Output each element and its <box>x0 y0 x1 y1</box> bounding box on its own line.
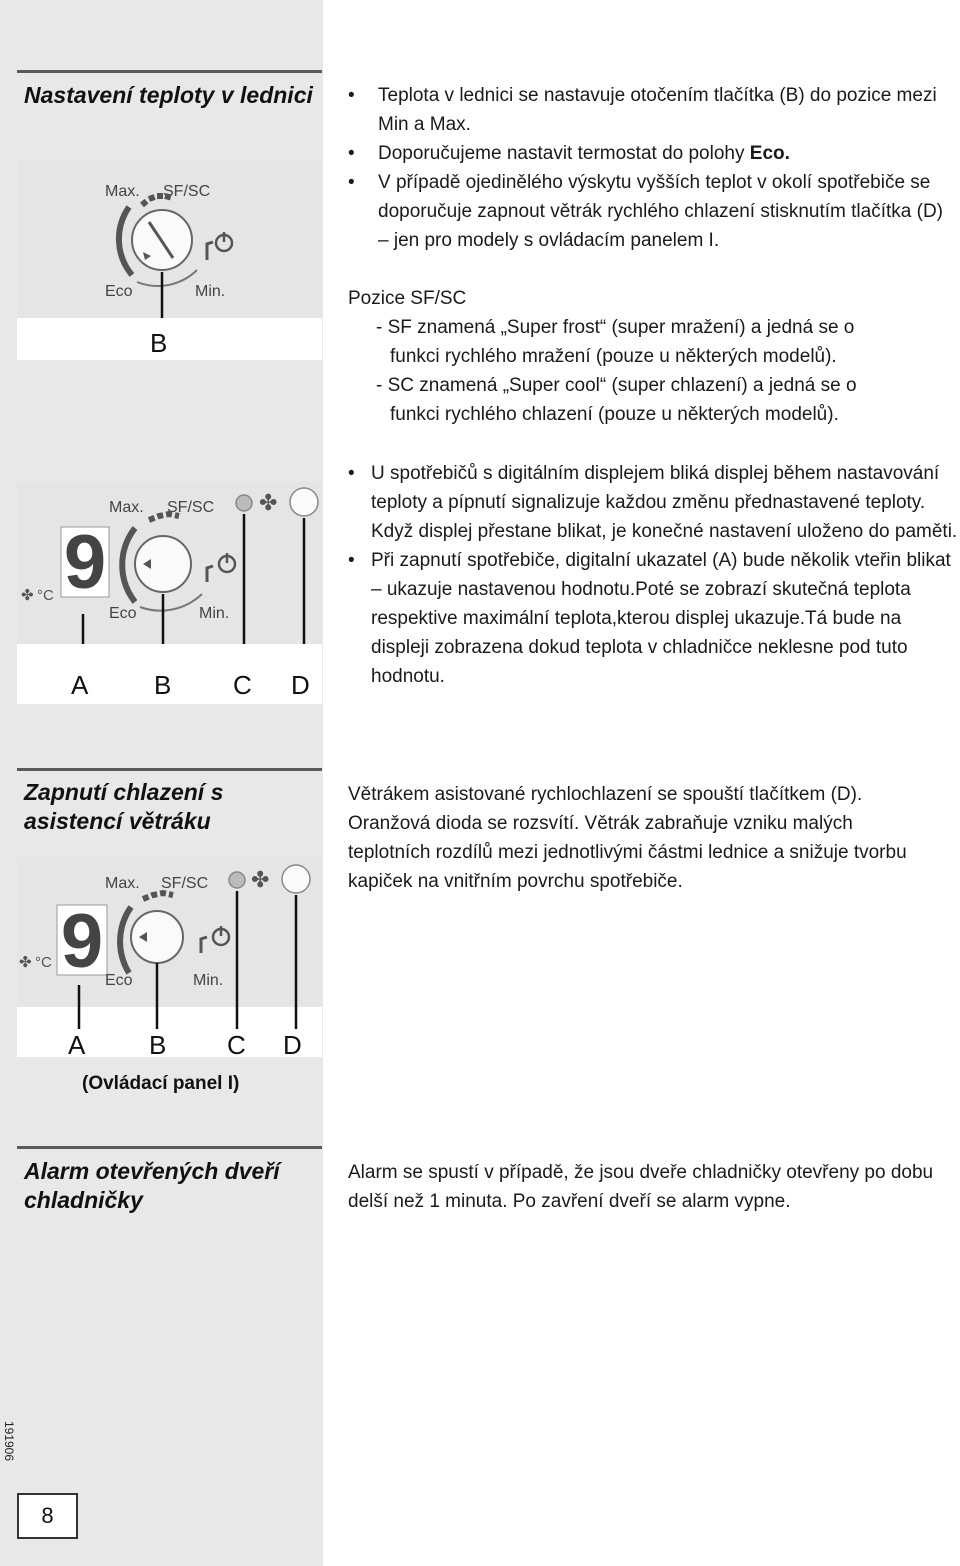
label-eco: Eco <box>109 605 137 622</box>
alarm-text: Alarm se spustí v případě, že jsou dveře chladničky otevřeny po dobu delší než 1 minuta. Po zavření dveří se alarm vypne. <box>348 1162 934 1212</box>
panel-i-letter-band <box>17 1007 322 1057</box>
letter-a: A <box>71 670 89 700</box>
section-title-thermostat: Nastavení teploty v lednici <box>24 82 313 108</box>
sf-line: - SF znamená „Super frost“ (super mražení) a jedná se o <box>376 317 855 338</box>
fan-icon: ✤ <box>251 867 270 892</box>
eco-bold: Eco. <box>749 143 790 164</box>
page-number: 8 <box>17 1493 78 1539</box>
list-item: • U spotřebičů s digitálním displejem bliká displej během nastavování teploty a pípnutí signalizuje každou změnu přednastavené teploty. Když displej přestane blikat, je konečné nastavení uloženo do paměti. <box>348 459 958 546</box>
section-title-fan: Zapnutí chlazení s asistencí větráku <box>24 779 224 834</box>
display-digit: 9 <box>60 899 104 984</box>
label-min: Min. <box>195 283 226 300</box>
label-max: Max. <box>105 875 140 892</box>
sf-line-cont: funkci rychlého mražení (pouze u některých modelů). <box>390 346 837 367</box>
sc-line: - SC znamená „Super cool“ (super chlazení) a jedná se o <box>376 375 857 396</box>
led-indicator <box>236 495 252 511</box>
letter-b: B <box>149 1030 167 1060</box>
display-digit: 9 <box>63 520 107 605</box>
label-min: Min. <box>193 972 224 989</box>
fan-button <box>282 865 310 893</box>
digital-bullet-list <box>348 459 958 691</box>
label-sfsc: SF/SC <box>163 183 211 200</box>
label-sfsc: SF/SC <box>167 499 215 516</box>
letter-b: B <box>154 670 172 700</box>
fan-icon: ✤ <box>259 490 278 515</box>
led-indicator <box>229 872 245 888</box>
fan-text: Větrákem asistované rychlochlazení se spouští tlačítkem (D). Oranžová dioda se rozsvítí. Větrák zabraňuje vzniku malých teplotních rozdílů mezi jednotlivými částmi lednice a snižuje tvorbu kapiček na vnitřním povrchu spotřebiče. <box>348 784 907 892</box>
document-code: 191906 <box>2 1420 16 1462</box>
label-sfsc: SF/SC <box>161 875 209 892</box>
letter-c: C <box>233 670 252 700</box>
letter-d: D <box>291 670 310 700</box>
fan-button <box>290 488 318 516</box>
section-rule <box>17 1146 322 1149</box>
list-item: • Doporučujeme nastavit termostat do polohy Eco. <box>348 139 948 168</box>
sc-line-cont: funkci rychlého chlazení (pouze u některých modelů). <box>390 404 839 425</box>
section-rule <box>17 70 322 73</box>
sfsc-block <box>348 284 948 429</box>
label-eco: Eco <box>105 283 133 300</box>
svg-text:✤: ✤ <box>21 587 34 604</box>
thermostat-bullet-list <box>348 81 948 255</box>
knob-diagram <box>17 160 322 360</box>
section-title-alarm: Alarm otevřených dveří chladničky <box>24 1158 280 1213</box>
list-item: • Při zapnutí spotřebiče, digitalní ukazatel (A) bude několik vteřin blikat – ukazuje nastavenou hodnotu.Poté se zobrazí skutečná teplota respektive maximální teplota,kterou displej ukazuje.Tá bude na displeji zobrazena dokud teplota v chladničce neklesne pod tuto hodnotu. <box>348 546 958 691</box>
letter-a: A <box>68 1030 86 1060</box>
letter-d: D <box>283 1030 302 1060</box>
sfsc-heading: Pozice SF/SC <box>348 288 467 309</box>
panel-caption: (Ovládací panel I) <box>82 1073 240 1094</box>
label-eco: Eco <box>105 972 133 989</box>
label-max: Max. <box>105 183 140 200</box>
digital-panel-diagram <box>17 482 322 704</box>
panel-i-diagram <box>17 857 322 1007</box>
label-max: Max. <box>109 499 144 516</box>
list-item: • V případě ojedinělého výskytu vyšších teplot v okolí spotřebiče se doporučuje zapnout větrák rychlého chlazení stisknutím tlačítka (D) – jen pro modely s ovládacím panelem I. <box>348 168 948 255</box>
list-item: • Teplota v lednici se nastavuje otočením tlačítka (B) do pozice mezi Min a Max. <box>348 81 948 139</box>
display-unit: °C <box>35 954 52 971</box>
display-unit: °C <box>37 587 54 604</box>
thermostat-knob <box>131 911 183 963</box>
letter-c: C <box>227 1030 246 1060</box>
letter-b: B <box>150 328 168 358</box>
label-min: Min. <box>199 605 230 622</box>
svg-text:✤: ✤ <box>19 954 32 971</box>
section-rule <box>17 768 322 771</box>
